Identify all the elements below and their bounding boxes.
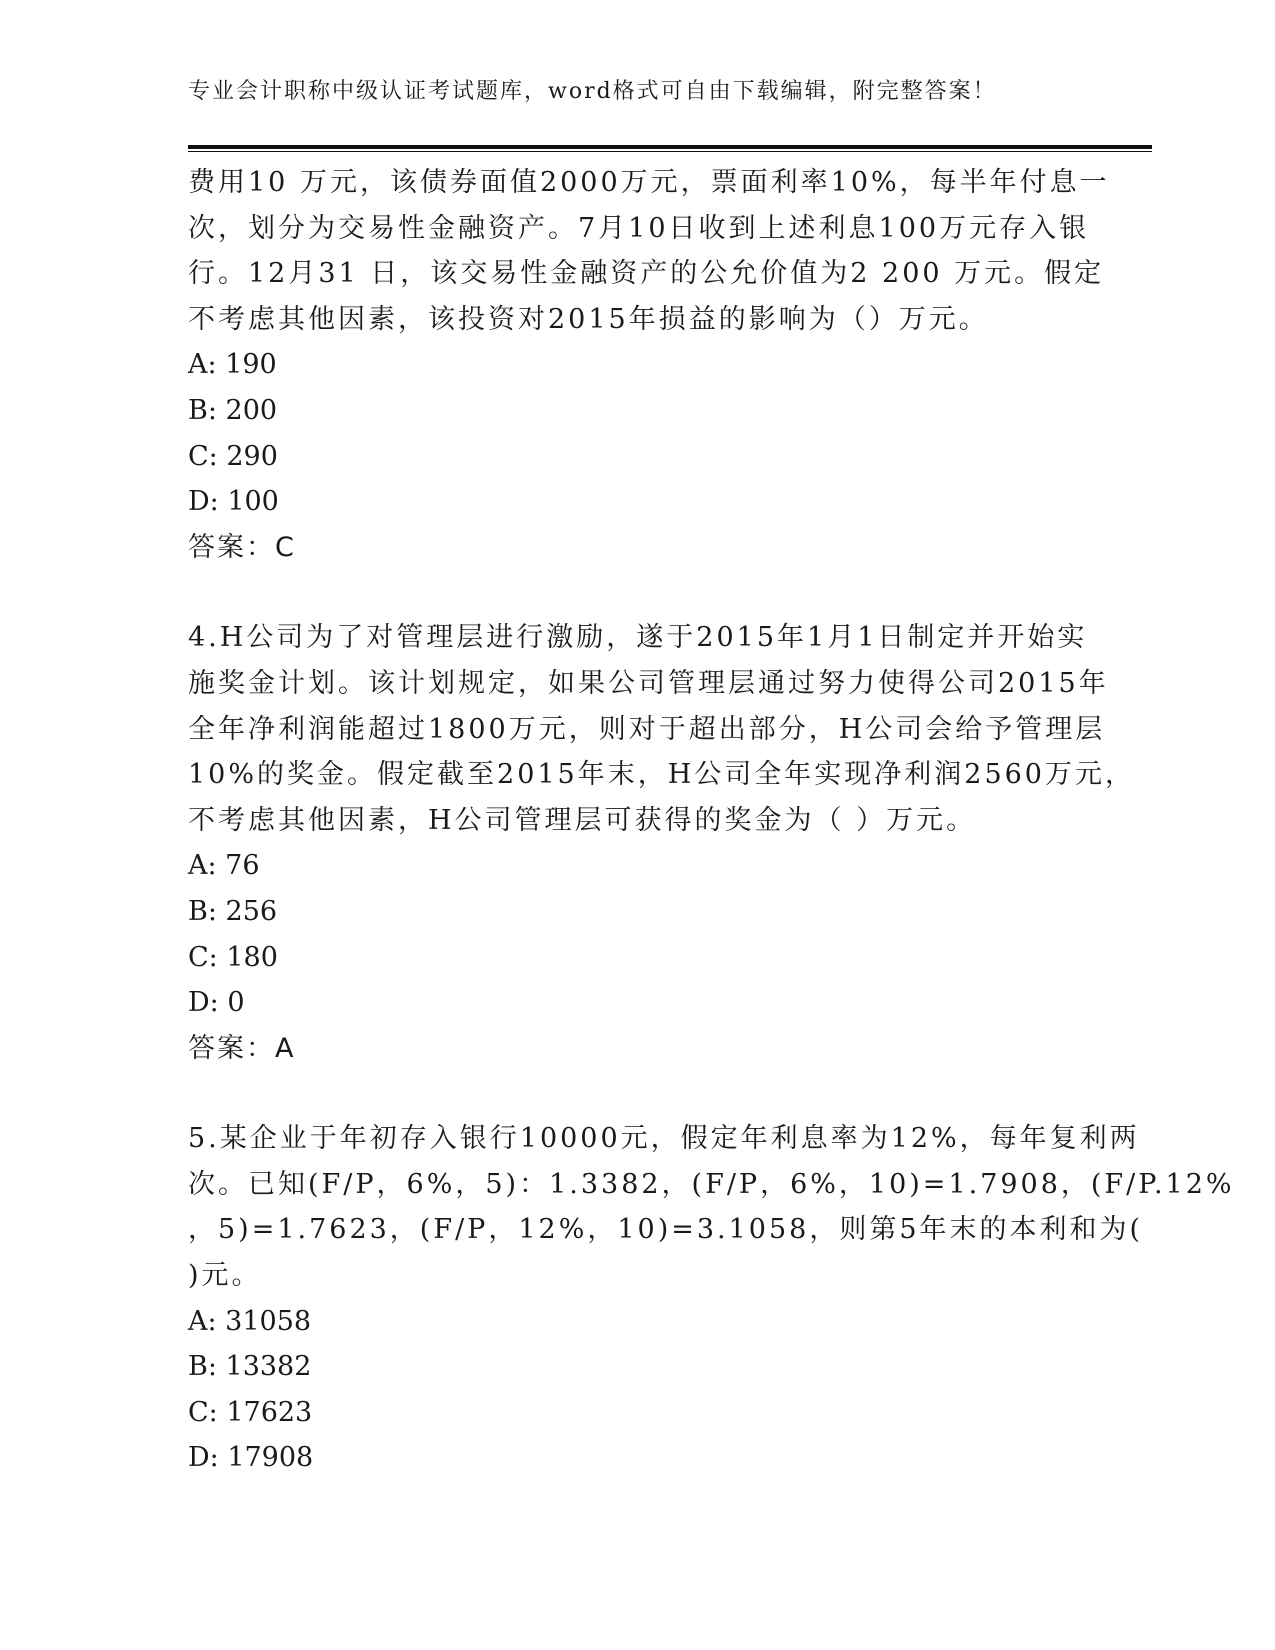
option-a: A: 31058 xyxy=(188,1305,312,1337)
spacer xyxy=(188,1071,1088,1116)
option-b: B: 13382 xyxy=(188,1351,312,1383)
question-text-line: 次。已知(F/P，6%，5)：1.3382，(F/P，6%，10)=1.7908，(F/P.12% xyxy=(188,1168,1235,1200)
header-rule-thin xyxy=(188,151,1152,152)
spacer xyxy=(188,570,1088,615)
option-b: B: 256 xyxy=(188,895,278,927)
option-a: A: 76 xyxy=(188,850,260,882)
question-text-line: 5.某企业于年初存入银行10000元，假定年利息率为12%，每年复利两 xyxy=(188,1123,1140,1155)
header-rule xyxy=(188,145,1152,149)
option-b: B: 200 xyxy=(188,394,278,426)
question-text-line: 施奖金计划。该计划规定，如果公司管理层通过努力使得公司2015年 xyxy=(188,667,1109,699)
option-d: D: 100 xyxy=(188,486,279,518)
question-text-line: 全年净利润能超过1800万元，则对于超出部分，H公司会给予管理层 xyxy=(188,713,1106,745)
question-text-line: 4.H公司为了对管理层进行激励，遂于2015年1月1日制定并开始实 xyxy=(188,622,1088,654)
question-text-line: 次，划分为交易性金融资产。7月10日收到上述利息100万元存入银 xyxy=(188,212,1090,244)
question-3 xyxy=(188,160,1110,570)
option-c: C: 180 xyxy=(188,941,278,973)
question-text-line: 不考虑其他因素，该投资对2015年损益的影响为（）万元。 xyxy=(188,303,989,335)
page-header: 专业会计职称中级认证考试题库，word格式可自由下载编辑，附完整答案！ xyxy=(188,79,997,104)
question-text-line: )元。 xyxy=(188,1260,262,1292)
answer: 答案：C xyxy=(188,531,296,563)
option-a: A: 190 xyxy=(188,349,277,381)
question-text-line: 行。12月31 日，该交易性金融资产的公允价值为2 200 万元。假定 xyxy=(188,258,1105,290)
question-4 xyxy=(188,615,1135,1071)
question-text-line: ，5)=1.7623，(F/P，12%，10)=3.1058，则第5年末的本利和为( xyxy=(188,1214,1144,1246)
question-text-line: 10%的奖金。假定截至2015年末，H公司全年实现净利润2560万元， xyxy=(188,759,1135,791)
question-text-line: 不考虑其他因素，H公司管理层可获得的奖金为（ ）万元。 xyxy=(188,804,977,836)
question-5 xyxy=(188,1116,1235,1481)
option-d: D: 0 xyxy=(188,987,245,1019)
option-d: D: 17908 xyxy=(188,1442,314,1474)
question-text-line: 费用10 万元，该债券面值2000万元，票面利率10%，每半年付息一 xyxy=(188,167,1110,198)
option-c: C: 17623 xyxy=(188,1396,313,1428)
option-c: C: 290 xyxy=(188,440,278,472)
content xyxy=(188,160,1235,1481)
answer: 答案：A xyxy=(188,1032,296,1064)
